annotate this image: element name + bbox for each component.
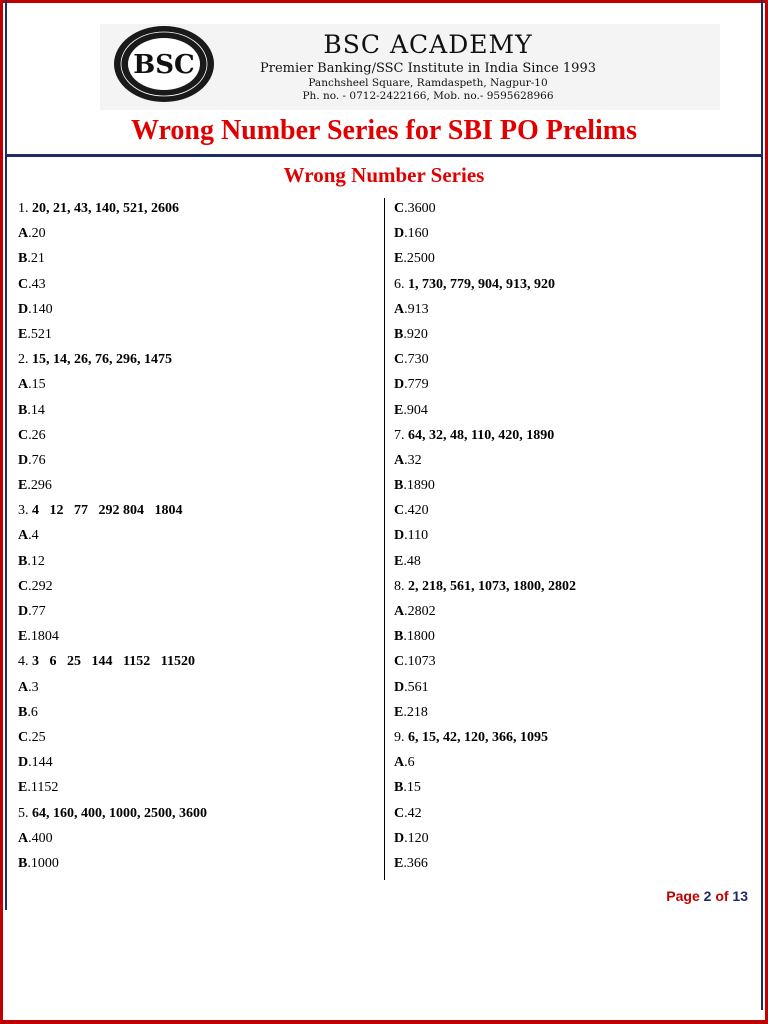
- option-value: .1804: [27, 629, 59, 645]
- option-value: .218: [403, 704, 428, 720]
- option-line: [394, 398, 576, 423]
- option-value: .730: [404, 352, 429, 368]
- option-letter: B: [394, 326, 404, 342]
- question-line: [18, 347, 207, 372]
- question-series: 2, 218, 561, 1073, 1800, 2802: [408, 578, 576, 594]
- brand-address: Panchsheel Square, Ramdaspeth, Nagpur-10: [308, 77, 548, 89]
- page-border-top: [0, 0, 768, 3]
- section-title: Wrong Number Series: [283, 163, 485, 187]
- option-line: [18, 851, 207, 876]
- option-letter: A: [394, 452, 405, 468]
- option-value: .6: [27, 704, 38, 720]
- option-value: .3: [28, 679, 39, 695]
- option-value: .521: [27, 326, 52, 342]
- option-line: [394, 523, 576, 548]
- option-line: [18, 448, 207, 473]
- option-letter: E: [394, 553, 404, 569]
- option-value: .1000: [27, 855, 59, 871]
- option-letter: E: [394, 402, 404, 418]
- option-letter: A: [18, 377, 29, 393]
- question-line: [18, 196, 207, 221]
- option-letter: C: [18, 729, 29, 745]
- of-label: of: [715, 888, 729, 904]
- option-line: [18, 372, 207, 397]
- option-value: .21: [27, 251, 45, 267]
- page-number: [666, 888, 748, 904]
- option-letter: D: [18, 755, 29, 771]
- option-line: [18, 549, 207, 574]
- question-series: 20, 21, 43, 140, 521, 2606: [32, 201, 179, 216]
- option-letter: A: [394, 301, 405, 317]
- option-letter: E: [18, 629, 28, 645]
- option-value: .77: [28, 604, 46, 619]
- question-number: 1.: [18, 201, 32, 216]
- option-letter: D: [394, 226, 405, 242]
- option-value: .1800: [403, 629, 435, 645]
- page-title: Wrong Number Series for SBI PO Prelims: [130, 115, 638, 146]
- option-value: .160: [404, 226, 429, 242]
- option-value: .26: [28, 427, 46, 443]
- option-value: .2500: [403, 251, 435, 267]
- option-value: .400: [28, 830, 53, 846]
- brand-phone: Ph. no. - 0712-2422166, Mob. no.- 9595628966: [302, 90, 554, 102]
- option-line: [18, 297, 207, 322]
- question-line: [394, 423, 576, 448]
- option-line: [394, 473, 576, 498]
- brand-name: BSC ACADEMY: [323, 30, 533, 59]
- option-line: [394, 599, 576, 624]
- option-line: [18, 423, 207, 448]
- total-pages: 13: [732, 888, 748, 904]
- question-line: [394, 574, 576, 599]
- bsc-academy-logo: [112, 24, 216, 104]
- option-line: [18, 750, 207, 775]
- option-line: [394, 221, 576, 246]
- logo-text: BSC: [133, 50, 195, 80]
- option-line: [18, 473, 207, 498]
- option-letter: E: [394, 251, 404, 267]
- option-line: [18, 523, 207, 548]
- option-value: .14: [27, 402, 45, 418]
- option-value: .140: [28, 301, 53, 317]
- question-number: 3.: [18, 503, 32, 519]
- option-value: .296: [27, 478, 52, 494]
- option-value: .779: [404, 377, 429, 393]
- option-letter: E: [18, 478, 28, 494]
- option-value: .6: [404, 755, 415, 771]
- option-line: [18, 675, 207, 700]
- question-line: [394, 272, 576, 297]
- option-value: .366: [403, 855, 428, 871]
- title-divider: [7, 154, 761, 157]
- option-value: .120: [404, 830, 429, 846]
- option-line: [394, 750, 576, 775]
- option-line: [18, 574, 207, 599]
- option-letter: A: [394, 604, 405, 619]
- option-letter: D: [18, 452, 29, 468]
- option-letter: C: [394, 805, 405, 821]
- option-line: [394, 649, 576, 674]
- option-line: [394, 775, 576, 800]
- option-value: .144: [28, 755, 53, 771]
- option-value: .43: [28, 276, 46, 292]
- question-line: [18, 649, 207, 674]
- option-value: .76: [28, 452, 46, 468]
- option-letter: B: [18, 855, 28, 871]
- option-letter: A: [18, 830, 29, 846]
- option-value: .1152: [27, 780, 59, 796]
- option-line: [18, 221, 207, 246]
- option-letter: B: [18, 402, 28, 418]
- option-line: [394, 851, 576, 876]
- option-value: .48: [403, 553, 421, 569]
- option-letter: B: [18, 704, 28, 720]
- option-letter: E: [394, 855, 404, 871]
- option-value: .904: [403, 402, 428, 418]
- option-line: [18, 398, 207, 423]
- question-series: 64, 160, 400, 1000, 2500, 3600: [32, 805, 207, 821]
- option-line: [18, 322, 207, 347]
- option-line: [394, 675, 576, 700]
- right-column: [394, 196, 576, 876]
- option-line: [18, 700, 207, 725]
- option-letter: D: [394, 377, 405, 393]
- option-letter: C: [394, 352, 405, 368]
- question-series: 64, 32, 48, 110, 420, 1890: [408, 427, 555, 443]
- option-line: [18, 246, 207, 271]
- option-line: [18, 775, 207, 800]
- current-page: 2: [703, 888, 712, 904]
- option-value: .292: [28, 578, 53, 594]
- option-letter: C: [18, 276, 29, 292]
- inner-border-right: [761, 0, 763, 1010]
- option-value: .1890: [403, 478, 435, 494]
- option-letter: C: [18, 427, 29, 443]
- option-line: [394, 297, 576, 322]
- question-series: 3 6 25 144 1152 11520: [32, 654, 195, 670]
- option-line: [394, 196, 576, 221]
- question-number: 2.: [18, 352, 32, 368]
- column-divider: [384, 198, 385, 880]
- question-number: 9.: [394, 729, 408, 745]
- option-letter: E: [18, 780, 28, 796]
- option-letter: D: [394, 528, 405, 544]
- option-line: [394, 322, 576, 347]
- option-letter: D: [18, 301, 29, 317]
- brand-tagline: Premier Banking/SSC Institute in India Since 1993: [260, 61, 596, 76]
- option-line: [394, 246, 576, 271]
- option-line: [394, 826, 576, 851]
- question-number: 4.: [18, 654, 32, 670]
- question-line: [18, 801, 207, 826]
- option-value: .920: [403, 326, 428, 342]
- option-letter: D: [394, 679, 405, 695]
- option-value: .15: [403, 780, 421, 796]
- option-letter: D: [394, 830, 405, 846]
- page-border-bottom: [0, 1020, 768, 1024]
- option-line: [394, 347, 576, 372]
- option-value: .110: [404, 528, 429, 544]
- option-value: .561: [404, 679, 429, 695]
- option-line: [394, 624, 576, 649]
- question-series: 4 12 77 292 804 1804: [32, 503, 183, 519]
- brand-block: [228, 30, 628, 103]
- option-line: [394, 700, 576, 725]
- question-line: [18, 498, 207, 523]
- question-series: 15, 14, 26, 76, 296, 1475: [32, 352, 172, 368]
- option-line: [394, 372, 576, 397]
- question-series: 6, 15, 42, 120, 366, 1095: [408, 729, 548, 745]
- question-series: 1, 730, 779, 904, 913, 920: [408, 276, 555, 292]
- option-line: [394, 448, 576, 473]
- question-number: 8.: [394, 578, 408, 594]
- option-value: .15: [28, 377, 46, 393]
- option-value: .420: [404, 503, 429, 519]
- option-line: [394, 498, 576, 523]
- option-letter: C: [394, 201, 405, 216]
- option-line: [18, 725, 207, 750]
- option-value: .4: [28, 528, 39, 544]
- option-value: .32: [404, 452, 422, 468]
- question-number: 7.: [394, 427, 408, 443]
- page-border-left: [0, 0, 3, 1024]
- option-letter: B: [394, 629, 404, 645]
- option-letter: C: [394, 503, 405, 519]
- option-line: [18, 624, 207, 649]
- option-letter: A: [18, 679, 29, 695]
- question-number: 5.: [18, 805, 32, 821]
- page-label: Page: [666, 888, 700, 904]
- option-line: [18, 826, 207, 851]
- option-line: [394, 801, 576, 826]
- left-column: [18, 196, 207, 876]
- option-value: .2802: [404, 604, 436, 619]
- option-value: .25: [28, 729, 46, 745]
- option-letter: C: [18, 578, 29, 594]
- option-value: .3600: [404, 201, 436, 216]
- option-value: .913: [404, 301, 429, 317]
- option-letter: E: [394, 704, 404, 720]
- option-letter: B: [394, 478, 404, 494]
- option-value: .1073: [404, 654, 436, 670]
- option-letter: A: [394, 755, 405, 771]
- option-letter: B: [18, 251, 28, 267]
- option-line: [394, 549, 576, 574]
- option-letter: A: [18, 226, 29, 242]
- option-value: .20: [28, 226, 46, 242]
- question-line: [394, 725, 576, 750]
- option-letter: D: [18, 604, 29, 619]
- option-letter: C: [394, 654, 405, 670]
- option-letter: E: [18, 326, 28, 342]
- option-line: [18, 599, 207, 624]
- option-value: .42: [404, 805, 422, 821]
- option-value: .12: [27, 553, 45, 569]
- question-number: 6.: [394, 276, 408, 292]
- option-letter: A: [18, 528, 29, 544]
- option-letter: B: [18, 553, 28, 569]
- option-letter: B: [394, 780, 404, 796]
- option-line: [18, 272, 207, 297]
